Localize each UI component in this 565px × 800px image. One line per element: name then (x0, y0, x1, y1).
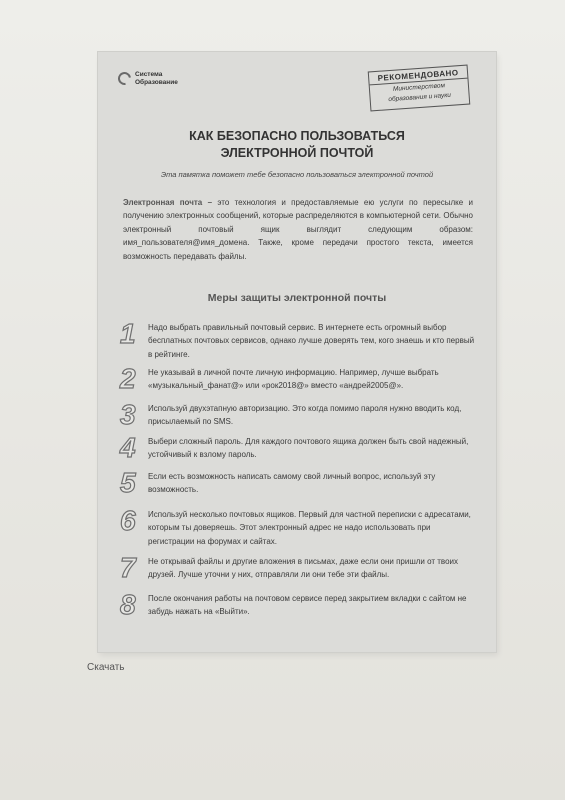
list-item (120, 365, 476, 393)
memo-sheet (98, 52, 496, 652)
item-text: Не открывай файлы и другие вложения в письмах, даже если они пришли от твоих друзей. Лучше уточни у них, отправляли ли они тебе эти файлы. (148, 557, 459, 580)
logo-line2: Образование (135, 78, 178, 86)
item-text: Используй несколько почтовых ящиков. Первый для частной переписки с адресатами, которым ты доверяешь. Этот электронный адрес не надо использовать при регистрации на форумах и сайтах. (148, 510, 471, 546)
list-item (120, 469, 476, 497)
item-number: 4 (120, 432, 136, 463)
logo (118, 71, 178, 86)
item-number: 6 (120, 505, 136, 536)
stamp-line1: Министерством (392, 82, 446, 93)
item-number: 2 (120, 363, 136, 394)
item-text: Не указывай в личной почте личную информацию. Например, лучше выбрать «музыкальный_фанат@» или «рок2018@» вместо «андрей2005@». (148, 368, 439, 391)
list-item (120, 591, 476, 619)
item-number: 8 (120, 589, 136, 620)
item-text: После окончания работы на почтовом сервисе перед закрытием вкладки с сайтом не забудь нажать на «Выйти». (148, 594, 467, 617)
intro-text: это технология и предоставляемые ею услуги по пересылке и получению электронных сообщений, которые распределяются в компьютерной сети. Обычно электронный почтовый ящик выглядит следующим образом: имя_пользователя@имя_домена. Также, кроме передачи простого текста, имеется возможность передавать файлы. (123, 198, 474, 261)
item-number: 7 (120, 552, 136, 583)
subtitle: Эта памятка поможет тебе безопасно пользоваться электронной почтой (160, 170, 434, 179)
item-number: 1 (120, 318, 136, 349)
stamp-line2: образования и науки (388, 91, 452, 104)
list-item (120, 434, 476, 462)
logo-text (135, 71, 178, 86)
list-item (120, 401, 476, 429)
stamp-title: РЕКОМЕНДОВАНО (369, 66, 468, 86)
item-text: Если есть возможность написать самому свой личный вопрос, используй эту возможность. (148, 472, 436, 495)
list-item (120, 507, 476, 548)
item-number: 5 (120, 467, 136, 498)
recommendation-stamp (368, 65, 471, 112)
intro-term: Электронная почта – (123, 198, 213, 207)
item-text: Выбери сложный пароль. Для каждого почтового ящика должен быть свой надежный, устойчивый к взлому пароль. (148, 437, 469, 460)
download-link[interactable]: Скачать (87, 662, 125, 673)
intro-paragraph (123, 196, 473, 263)
section-title: Меры защиты электронной почты (207, 292, 387, 304)
logo-line1: Система (135, 71, 163, 78)
item-number: 3 (120, 399, 136, 430)
logo-icon (115, 69, 133, 87)
page-title-line1: КАК БЕЗОПАСНО ПОЛЬЗОВАТЬСЯ (189, 129, 405, 143)
list-item (120, 320, 476, 361)
item-text: Используй двухэтапную авторизацию. Это когда помимо пароля нужно вводить код, присылаемый по SMS. (148, 404, 462, 427)
list-item (120, 554, 476, 582)
item-text: Надо выбрать правильный почтовый сервис. В интернете есть огромный выбор бесплатных почтовых сервисов, однако лучше доверять тем, кого знаешь и кто первый в рейтинге. (148, 323, 475, 359)
page-title-line2: ЭЛЕКТРОННОЙ ПОЧТОЙ (220, 146, 374, 160)
